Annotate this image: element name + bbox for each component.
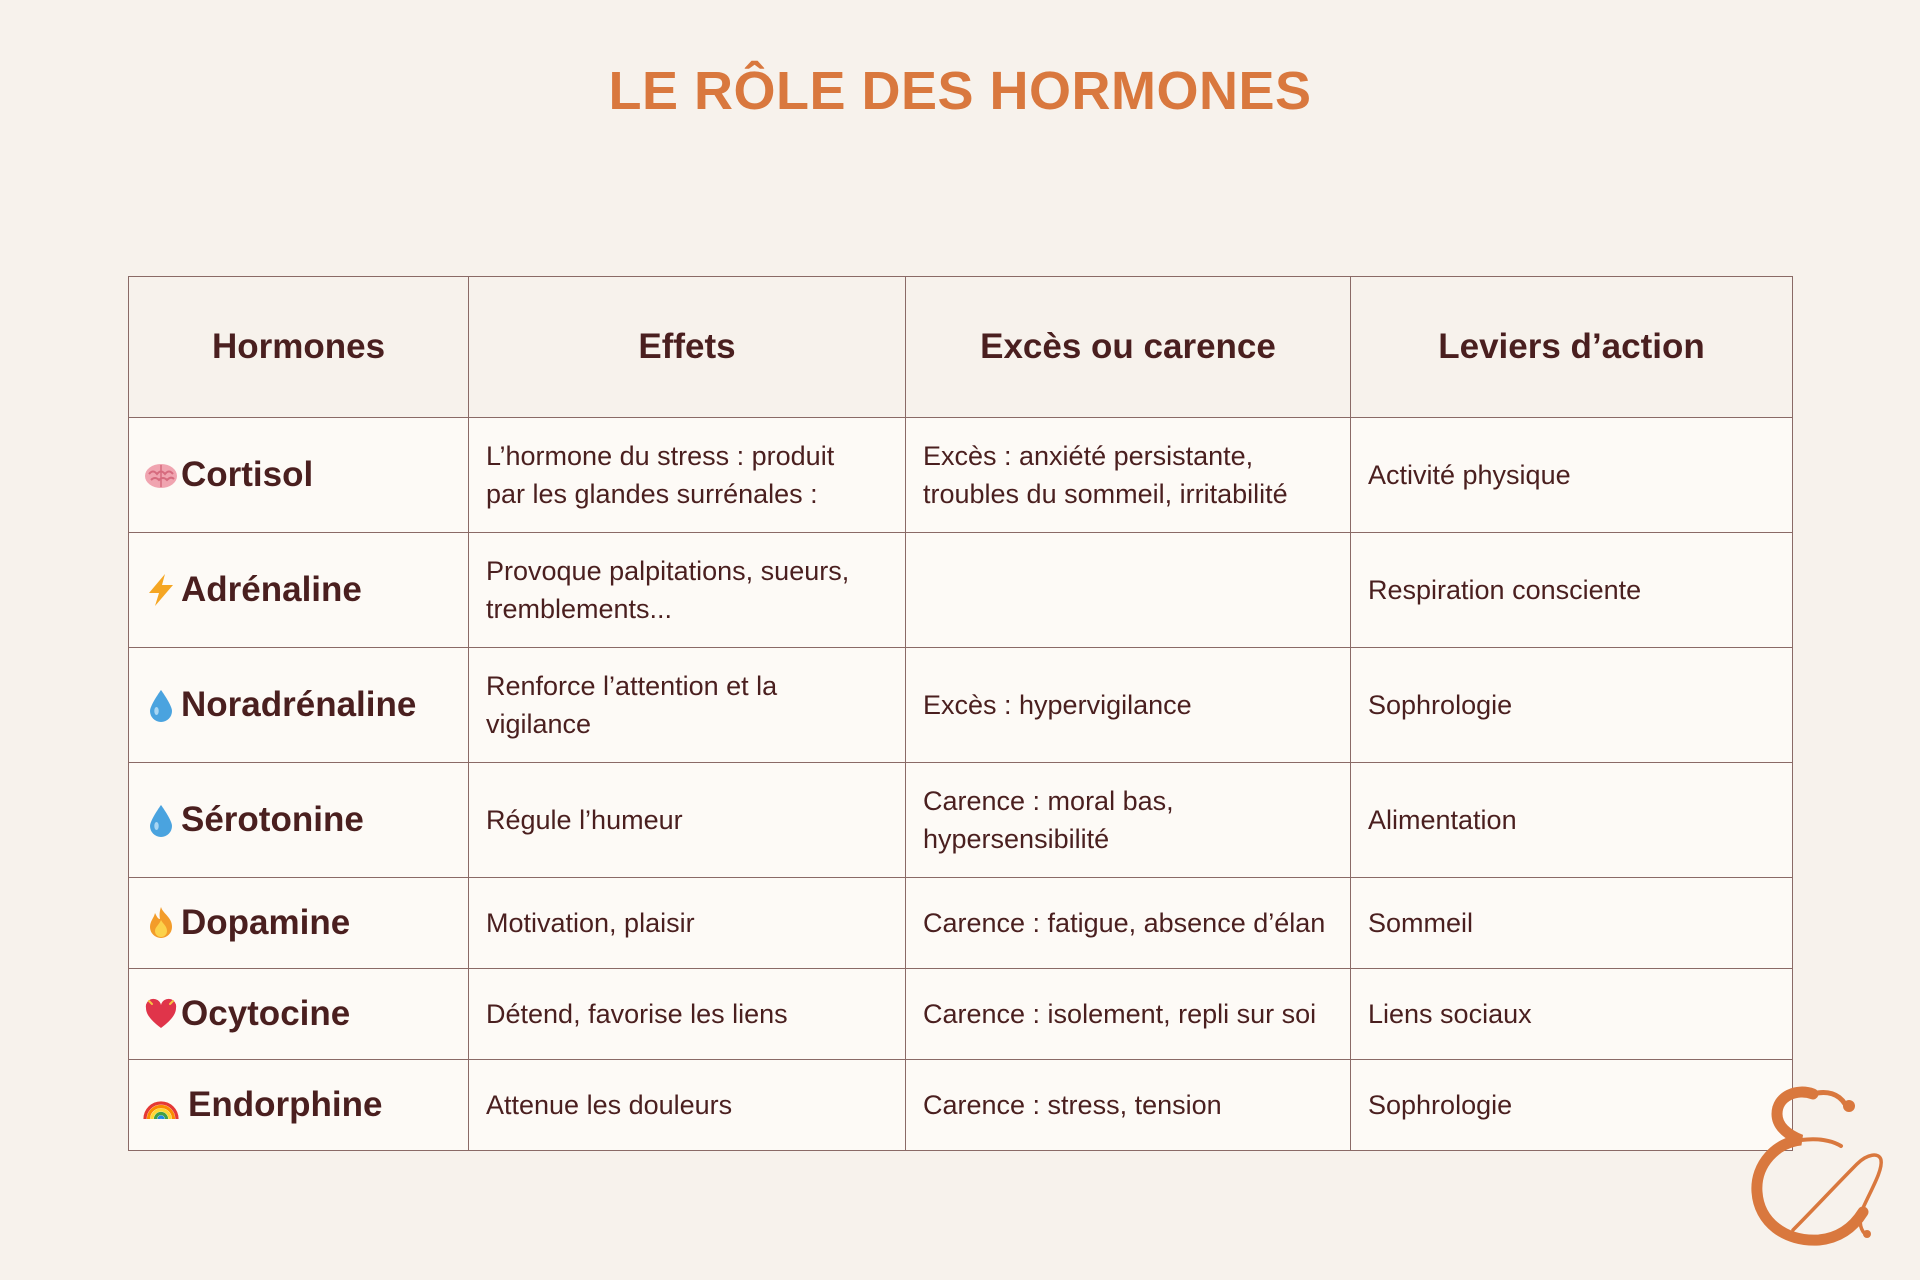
levier-cell xyxy=(1351,969,1793,1060)
droplet-icon xyxy=(143,802,179,838)
levier-text: Respiration consciente xyxy=(1368,575,1642,605)
exces-line: hypersensibilité xyxy=(923,824,1110,854)
levier-text: Sophrologie xyxy=(1368,1090,1513,1120)
table-row xyxy=(129,648,1793,763)
table-row xyxy=(129,969,1793,1060)
header-leviers: Leviers d’action xyxy=(1351,277,1793,418)
exces-line: Carence : stress, tension xyxy=(923,1090,1222,1120)
brain-icon xyxy=(143,457,179,493)
levier-text: Sommeil xyxy=(1368,908,1474,938)
effets-cell xyxy=(469,969,906,1060)
hormone-name: Cortisol xyxy=(181,455,314,494)
exces-cell xyxy=(906,878,1351,969)
header-exces: Excès ou carence xyxy=(906,277,1351,418)
table-row xyxy=(129,763,1793,878)
ampersand-logo-icon xyxy=(1735,1080,1895,1260)
effets-line: Provoque palpitations, sueurs, xyxy=(486,556,850,586)
exces-line: Carence : moral bas, xyxy=(923,786,1174,816)
hormone-cell xyxy=(129,1060,469,1151)
hormone-name: Adrénaline xyxy=(181,570,362,609)
effets-cell xyxy=(469,533,906,648)
table-header-row xyxy=(129,277,1793,418)
levier-cell xyxy=(1351,878,1793,969)
heart-icon xyxy=(143,996,179,1032)
effets-line: Attenue les douleurs xyxy=(486,1090,733,1120)
hormone-cell xyxy=(129,418,469,533)
effets-line: Détend, favorise les liens xyxy=(486,999,788,1029)
levier-text: Liens sociaux xyxy=(1368,999,1532,1029)
table-row xyxy=(129,533,1793,648)
exces-cell xyxy=(906,969,1351,1060)
hormone-cell xyxy=(129,878,469,969)
page-title: LE RÔLE DES HORMONES xyxy=(608,61,1312,121)
levier-text: Alimentation xyxy=(1368,805,1517,835)
hormone-cell xyxy=(129,533,469,648)
hormone-name: Noradrénaline xyxy=(181,685,417,724)
exces-cell xyxy=(906,1060,1351,1151)
table-row xyxy=(129,1060,1793,1151)
levier-text: Sophrologie xyxy=(1368,690,1513,720)
levier-cell xyxy=(1351,648,1793,763)
hormone-name: Sérotonine xyxy=(181,800,364,839)
hormone-name: Endorphine xyxy=(188,1085,383,1124)
table-row xyxy=(129,418,1793,533)
rainbow-icon xyxy=(143,1087,179,1123)
lightning-icon xyxy=(143,572,179,608)
table-row xyxy=(129,878,1793,969)
hormones-table xyxy=(128,276,1793,1151)
exces-line: Carence : fatigue, absence d’élan xyxy=(923,908,1326,938)
effets-cell xyxy=(469,418,906,533)
effets-cell xyxy=(469,1060,906,1151)
hormone-cell xyxy=(129,648,469,763)
levier-cell xyxy=(1351,418,1793,533)
hormone-cell xyxy=(129,969,469,1060)
levier-text: Activité physique xyxy=(1368,460,1571,490)
effets-cell xyxy=(469,878,906,969)
levier-cell xyxy=(1351,1060,1793,1151)
hormone-name: Dopamine xyxy=(181,903,351,942)
effets-line: L’hormone du stress : produit xyxy=(486,441,835,471)
header-effets: Effets xyxy=(469,277,906,418)
droplet-icon xyxy=(143,687,179,723)
levier-cell xyxy=(1351,533,1793,648)
effets-cell xyxy=(469,763,906,878)
effets-line: Régule l’humeur xyxy=(486,805,683,835)
effets-line: par les glandes surrénales : xyxy=(486,479,818,509)
exces-line: Excès : hypervigilance xyxy=(923,690,1192,720)
effets-line: Motivation, plaisir xyxy=(486,908,695,938)
effets-cell xyxy=(469,648,906,763)
exces-cell xyxy=(906,533,1351,648)
exces-cell xyxy=(906,418,1351,533)
effets-line: Renforce l’attention et la xyxy=(486,671,778,701)
hormone-name: Ocytocine xyxy=(181,994,351,1033)
effets-line: vigilance xyxy=(486,709,592,739)
exces-line: Carence : isolement, repli sur soi xyxy=(923,999,1317,1029)
effets-line: tremblements... xyxy=(486,594,673,624)
exces-cell xyxy=(906,763,1351,878)
levier-cell xyxy=(1351,763,1793,878)
exces-line: troubles du sommeil, irritabilité xyxy=(923,479,1288,509)
fire-icon xyxy=(143,905,179,941)
header-hormones: Hormones xyxy=(129,277,469,418)
exces-line: Excès : anxiété persistante, xyxy=(923,441,1254,471)
exces-cell xyxy=(906,648,1351,763)
hormone-cell xyxy=(129,763,469,878)
